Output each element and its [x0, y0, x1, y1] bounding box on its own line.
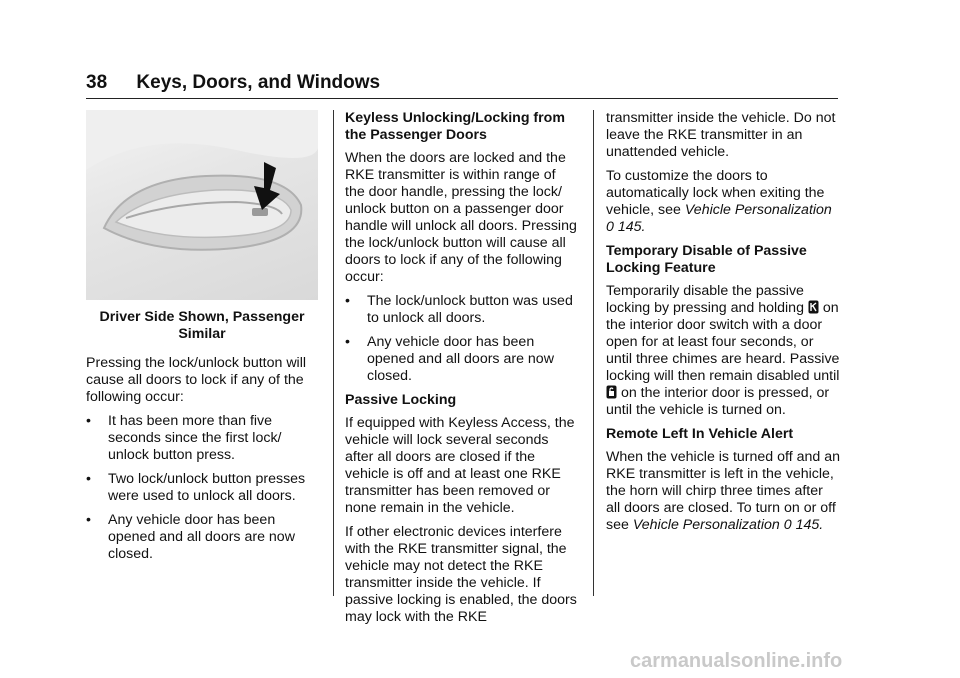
col3-para-1: transmitter inside the vehicle. Do not leave the RKE transmitter in an unattended vehicle.: [606, 110, 836, 160]
col2-bullet-1: • The lock/unlock button was used to unlock all doors.: [345, 293, 573, 326]
heading-remote-left-alert: Remote Left In Vehicle Alert: [606, 426, 794, 442]
col1-bullet-2: • Two lock/unlock button presses were used to unlock all doors.: [86, 471, 306, 504]
col2-para-3: If other electronic devices interfere with the RKE transmitter signal, the vehicle may not detect the RKE transmitter inside the vehicle. If passive locking is enabled, the doors may lock with the RKE: [345, 524, 577, 625]
heading-passive-locking: Passive Locking: [345, 392, 457, 408]
watermark: carmanualsonline.info: [630, 650, 843, 672]
bullet-marker: •: [345, 293, 350, 309]
cross-reference-link[interactable]: Vehicle Personalization: [684, 202, 832, 218]
bullet-marker: •: [345, 334, 350, 350]
page-header: [86, 72, 380, 94]
col2-para-2: If equipped with Keyless Access, the vehicle will lock several seconds after all doors are closed if the vehicle is off and at least one RKE transmitter has been removed or none remain in the vehicle.: [345, 415, 575, 516]
heading-temporary-disable: Temporary Disable of Passive Locking Feature: [606, 243, 807, 276]
col3-para-2: To customize the doors to automatically lock when exiting the vehicle, see Vehicle Personalization 0 145.: [606, 168, 832, 235]
column-3: [606, 110, 840, 541]
lock-key-icon: [808, 300, 819, 314]
bullet-marker: •: [86, 471, 91, 487]
col3-para-4: When the vehicle is turned off and an RKE transmitter is left in the vehicle, the horn will chirp three times after all doors are closed. To turn on or off see Vehicle Personalization 0 145.: [606, 449, 840, 533]
door-handle-illustration: [86, 110, 318, 300]
page-reference[interactable]: 0 145.: [606, 219, 646, 235]
door-handle-figure: [86, 110, 318, 300]
heading-keyless-unlocking: Keyless Unlocking/Locking from the Passenger Doors: [345, 110, 565, 143]
column-2: [345, 110, 579, 633]
col1-intro: Pressing the lock/unlock button will cause all doors to lock if any of the following occur:: [86, 355, 307, 405]
page-reference[interactable]: 0 145.: [783, 517, 824, 533]
header-rule: [86, 98, 838, 99]
col1-bullet-3: • Any vehicle door has been opened and all doors are now closed.: [86, 512, 295, 562]
page-number: 38: [86, 72, 108, 93]
col1-bullet-1: • It has been more than five seconds since the first lock/ unlock button press.: [86, 413, 282, 463]
column-1: [86, 110, 318, 570]
bullet-marker: •: [86, 413, 91, 429]
column-divider-1: [333, 110, 334, 596]
cross-reference-link[interactable]: Vehicle Personalization: [632, 517, 780, 533]
column-divider-2: [593, 110, 594, 596]
col2-para-1: When the doors are locked and the RKE transmitter is within range of the door handle, pressing the lock/ unlock button on a passenger door handle will unlock all doors. Pressing the lock/unlock button will cause all doors to lock if any of the following occur:: [345, 150, 577, 285]
figure-caption: Driver Side Shown, Passenger Similar: [99, 309, 305, 342]
bullet-marker: •: [86, 512, 91, 528]
col3-para-3: Temporarily disable the passive locking by pressing and holding on the interior door switch with a door open for at least four seconds, or until three chimes are heard. Passive locking will then remain disabled until on the interior door is pressed, or until the vehicle is turned on.: [606, 283, 840, 418]
unlock-key-icon: [606, 385, 617, 399]
section-title: Keys, Doors, and Windows: [136, 72, 381, 93]
col2-bullet-2: • Any vehicle door has been opened and all doors are now closed.: [345, 334, 554, 384]
